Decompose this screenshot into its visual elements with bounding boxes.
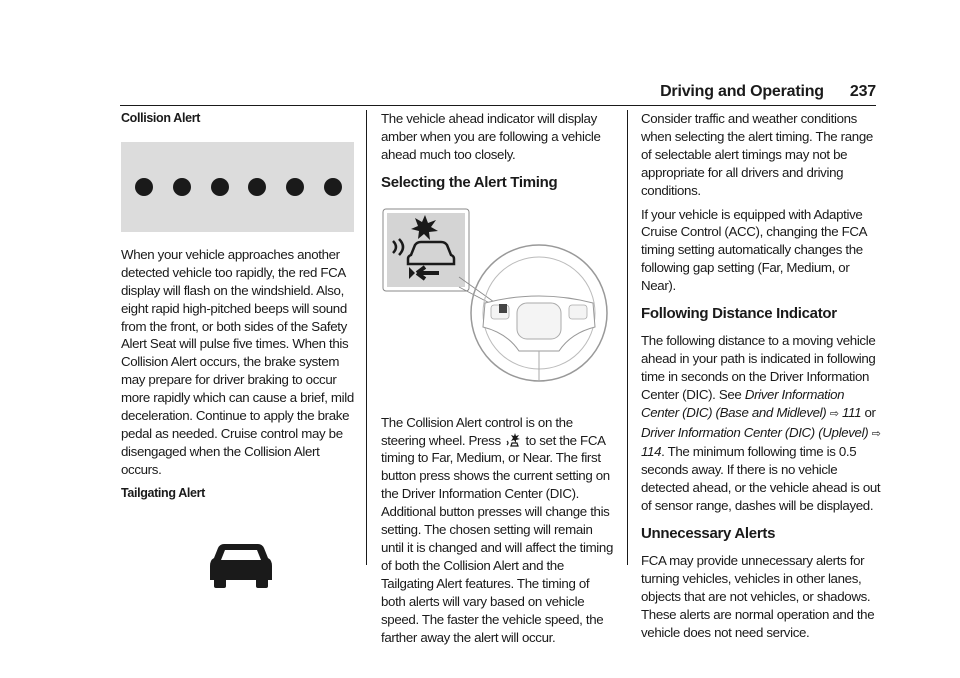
or-text: or (864, 404, 876, 420)
xref-dic-uplevel[interactable]: Driver Information Center (DIC) (Uplevel) (641, 424, 869, 440)
section-title: Driving and Operating (660, 83, 824, 100)
header-divider (120, 105, 876, 106)
tailgating-alert-label: Tailgating Alert (121, 485, 205, 500)
alert-dot (211, 178, 229, 196)
collision-alert-body: When your vehicle approaches another detected vehicle too rapidly, the red FCA display will flash on the windshield. Also, eight rapid high-pitched beeps will sound from the front, or both sides of the Safety Alert Seat will pulse five times. When this Collision Alert occurs, the brake system may prepare for driver braking to occur more rapidly which can cause a brief, mild deceleration. Continue to apply the brake pedal as needed. Cruise control may be disengaged when the Collision Alert occurs. (121, 246, 354, 477)
vehicle-ahead-indicator-text: The vehicle ahead indicator will display amber when you are following a vehicle ahead much too closely. (381, 111, 601, 162)
alert-dot (286, 178, 304, 196)
alert-dot (173, 178, 191, 196)
collision-alert-timing-icon (506, 433, 520, 447)
page-ref-111[interactable]: 111 (841, 404, 862, 420)
acc-text: If your vehicle is equipped with Adaptive Cruise Control (ACC), changing the FCA timing setting automatically changes the following gap setting (Far, Medium, or Near). (641, 206, 867, 294)
page-ref-arrow-icon: ⇨ (871, 427, 881, 440)
collision-alert-display (121, 142, 354, 232)
vehicle-ahead-icon (210, 540, 272, 588)
page-number: 237 (849, 83, 876, 100)
column-2 (381, 110, 614, 652)
alert-dot (248, 178, 266, 196)
xref-dic-base-midlevel[interactable]: Driver Information Center (DIC) (Base and Midlevel) (641, 386, 845, 420)
control-text-end: to set the FCA timing to Far, Medium, or Near. The first button press shows the current setting on the Driver Information Center (DIC). Additional button presses will change this setting. The chosen setting will remain until it is changed and will affect the timing of both the Collision Alert and the Tailgating Alert features. The timing of both alerts will vary based on vehicle speed. The faster the vehicle speed, the farther away the alert will occur. (381, 432, 614, 645)
selecting-alert-timing-heading: Selecting the Alert Timing (381, 173, 558, 191)
steering-wheel-illustration (381, 201, 614, 406)
steering-wheel-icon (381, 201, 614, 406)
column-divider (366, 110, 367, 565)
following-distance-heading: Following Distance Indicator (641, 305, 837, 323)
page-ref-arrow-icon: ⇨ (829, 407, 839, 420)
collision-alert-control-text (381, 414, 614, 647)
control-text-start: The Collision Alert control is on the steering wheel. Press (381, 414, 573, 448)
unnecessary-alerts-text: FCA may provide unnecessary alerts for turning vehicles, vehicles in other lanes, objects that are not vehicles, or shadows. These alerts are normal operation and the vehicle does not need service. (641, 552, 875, 640)
tailgating-alert-display (121, 509, 354, 619)
page-ref-114[interactable]: 114 (641, 444, 662, 460)
alert-dot (324, 178, 342, 196)
page-header (660, 83, 876, 105)
alert-timing-consider-text: Consider traffic and weather conditions when selecting the alert timing. The range of selectable alert timings may not be appropriate for all drivers and driving conditions. (641, 111, 873, 198)
column-3 (641, 110, 881, 647)
collision-alert-label: Collision Alert (121, 111, 201, 125)
fdi-text-start: The following distance to a moving vehicle ahead in your path is indicated in following time in seconds on the Driver Information Center (DIC). See (641, 332, 876, 402)
unnecessary-alerts-heading: Unnecessary Alerts (641, 525, 776, 543)
column-1 (121, 110, 354, 619)
fdi-text-end: . The minimum following time is 0.5 seconds away. If there is no vehicle detected ahead, or the vehicle ahead is out of sensor range, dashes will be displayed. (641, 444, 881, 514)
following-distance-text (641, 332, 881, 515)
alert-dot (135, 178, 153, 196)
column-divider (627, 110, 628, 565)
